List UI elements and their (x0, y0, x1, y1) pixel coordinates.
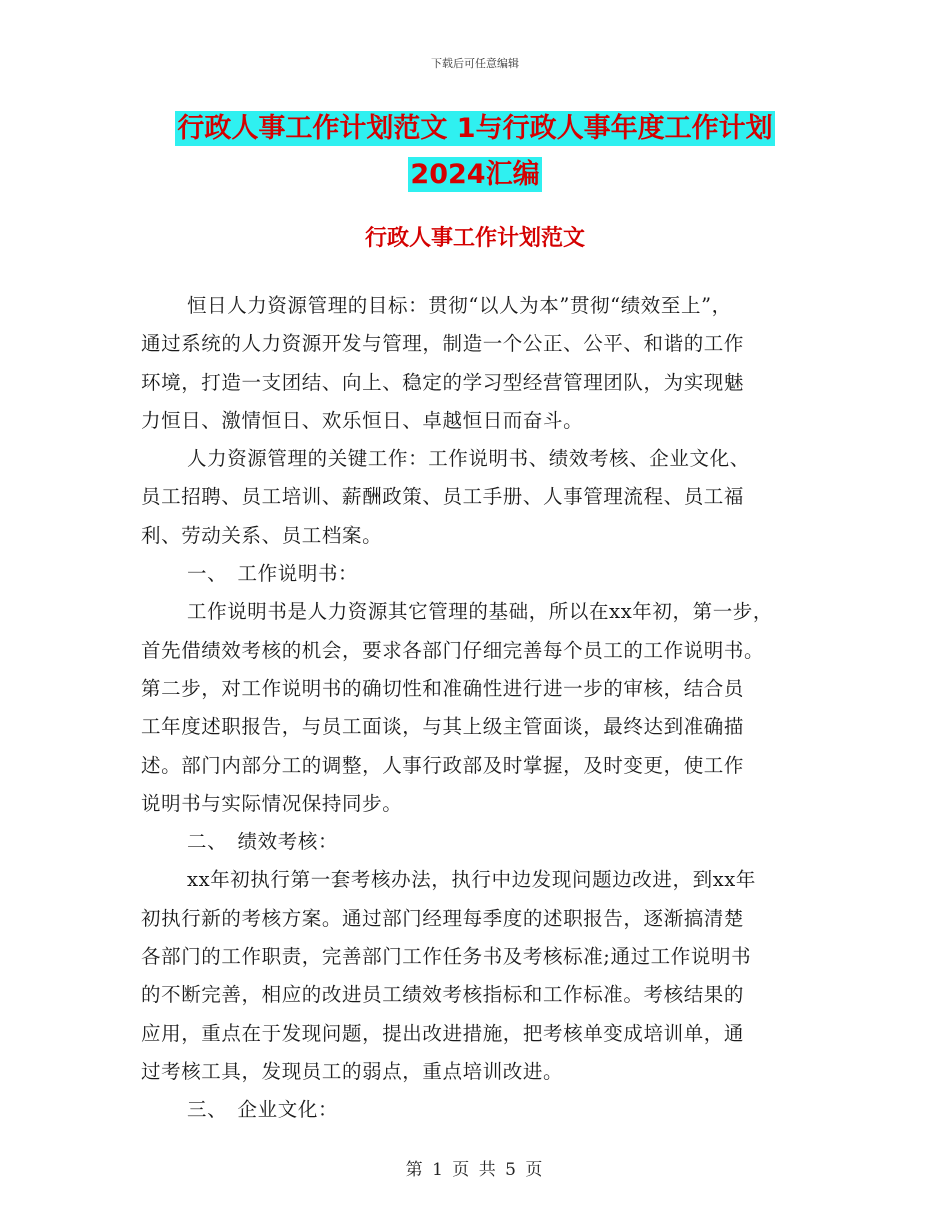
section-heading: 三、 企业文化： (187, 1098, 339, 1122)
paragraph-line: 第二步，对工作说明书的确切性和准确性进行进一步的审核，结合员 (141, 676, 745, 700)
paragraph-line: 初执行新的考核方案。通过部门经理每季度的述职报告，逐渐搞清楚 (141, 906, 745, 930)
paragraph-line: 应用，重点在于发现问题，提出改进措施，把考核单变成培训单，通 (141, 1021, 745, 1045)
paragraph-line: 环境，打造一支团结、向上、稳定的学习型经营管理团队，为实现魅 (141, 370, 745, 394)
paragraph-line: 说明书与实际情况保持同步。 (141, 791, 403, 815)
paragraph-line: 各部门的工作职责，完善部门工作任务书及考核标准;通过工作说明书 (141, 945, 752, 969)
paragraph-line: 的不断完善，相应的改进员工绩效考核指标和工作标准。考核结果的 (141, 983, 745, 1007)
paragraph-line: 工作说明书是人力资源其它管理的基础，所以在xx年初，第一步， (187, 600, 773, 624)
title-line-2-text: 2024汇编 (410, 159, 540, 190)
paragraph-line: 员工招聘、员工培训、薪酬政策、员工手册、人事管理流程、员工福 (141, 485, 745, 509)
section-heading: 二、 绩效考核： (187, 830, 339, 854)
title-line-1-text: 行政人事工作计划范文 1与行政人事年度工作计划 (177, 113, 773, 144)
paragraph-line: xx年初执行第一套考核办法，执行中边发现问题边改进，到xx年 (187, 868, 756, 892)
section-heading: 一、 工作说明书： (187, 562, 359, 586)
paragraph-line: 力恒日、激情恒日、欢乐恒日、卓越恒日而奋斗。 (141, 408, 584, 432)
paragraph-line: 过考核工具，发现员工的弱点，重点培训改进。 (141, 1059, 564, 1083)
paragraph-line: 恒日人力资源管理的目标：贯彻“以人为本”贯彻“绩效至上”， (187, 294, 732, 317)
paragraph-line: 利、劳动关系、员工档案。 (141, 523, 383, 547)
page-number: 第 1 页 共 5 页 (405, 1160, 545, 1180)
paragraph-line: 人力资源管理的关键工作：工作说明书、绩效考核、企业文化、 (187, 447, 750, 471)
paragraph-line: 通过系统的人力资源开发与管理，制造一个公正、公平、和谐的工作 (141, 332, 745, 356)
document-title-line-2 (0, 157, 950, 193)
paragraph-line: 工年度述职报告，与员工面谈，与其上级主管面谈，最终达到准确描 (141, 715, 745, 739)
section-title: 行政人事工作计划范文 (364, 226, 585, 251)
document-title-line-1 (0, 111, 950, 147)
document-body (141, 287, 821, 1130)
header-note: 下载后可任意编辑 (431, 57, 519, 70)
paragraph-line: 首先借绩效考核的机会，要求各部门仔细完善每个员工的工作说明书。 (141, 638, 765, 662)
paragraph-line: 述。部门内部分工的调整，人事行政部及时掌握，及时变更，使工作 (141, 753, 745, 777)
